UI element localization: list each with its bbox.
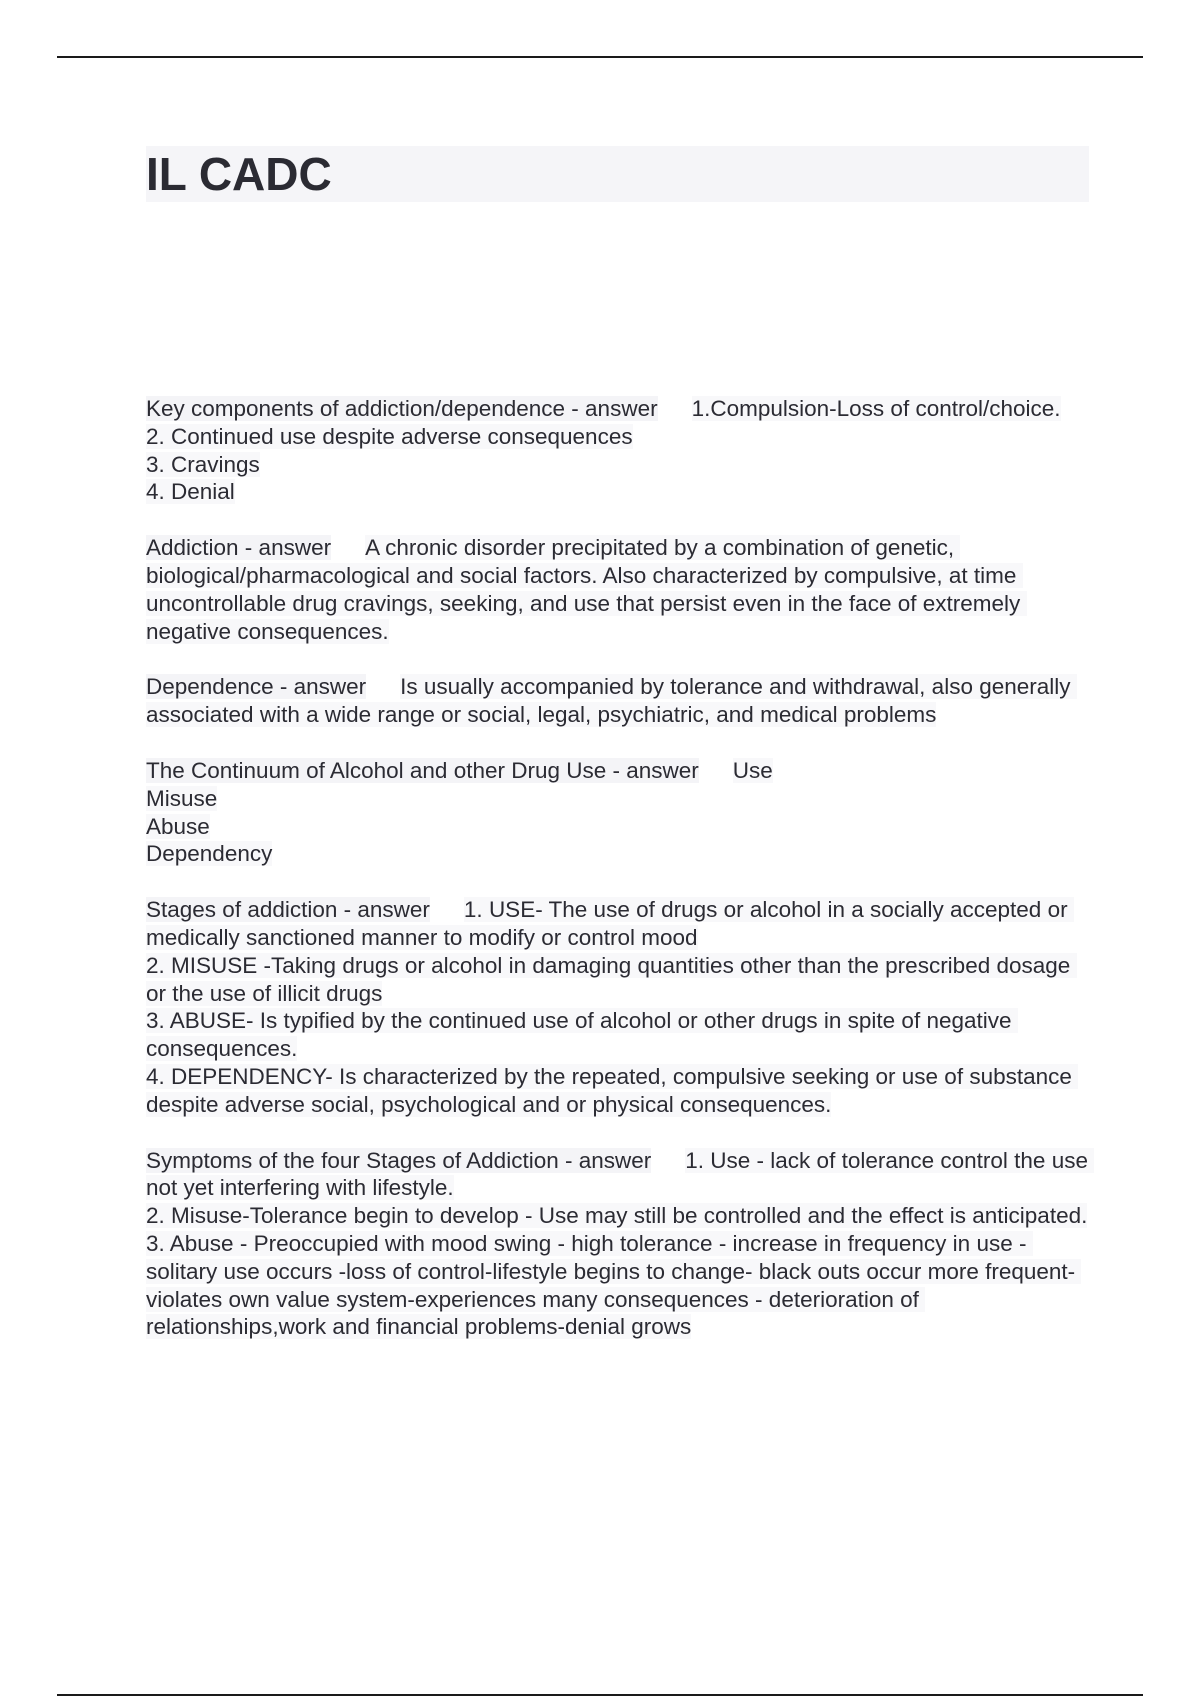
flashcard-list xyxy=(146,395,1094,1369)
flashcard-question: Key components of addiction/dependence - answer xyxy=(146,396,658,421)
flashcard xyxy=(146,673,1094,729)
bottom-rule xyxy=(57,1694,1143,1696)
flashcard-answer: Use Misuse Abuse Dependency xyxy=(146,757,773,867)
flashcard-answer: Is usually accompanied by tolerance and withdrawal, also generally associated with a wide range or social, legal, psychiatric, and medical problems xyxy=(146,674,1077,728)
flashcard-answer: 1.Compulsion-Loss of control/choice. 2. Continued use despite adverse consequences 3. Cravings 4. Denial xyxy=(146,396,1061,505)
flashcard-answer: 1. USE- The use of drugs or alcohol in a socially accepted or medically sanctioned manner to modify or control mood 2. MISUSE -Taking drugs or alcohol in damaging quantities other than the prescribed dosage or the use of illicit drugs 3. ABUSE- Is typified by the continued use of alcohol or other drugs in spite of negative consequences. 4. DEPENDENCY- Is characterized by the repeated, compulsive seeking or use of substance despite adverse social, psychological and or physical consequences. xyxy=(146,897,1078,1117)
flashcard-question: Addiction - answer xyxy=(146,535,332,561)
flashcard xyxy=(146,896,1094,1118)
flashcard xyxy=(146,757,1094,868)
flashcard xyxy=(146,1147,1094,1342)
document-title: IL CADC xyxy=(146,148,332,200)
flashcard xyxy=(146,534,1094,645)
flashcard-question: Symptoms of the four Stages of Addiction - answer xyxy=(146,1147,652,1173)
flashcard xyxy=(146,395,1094,506)
flashcard-question: Dependence - answer xyxy=(146,674,367,700)
flashcard-answer: A chronic disorder precipitated by a combination of genetic, biological/pharmacological and social factors. Also characterized by compulsive, at time uncontrollable drug cravings, seeking, and use that persist even in the face of extremely negative consequences. xyxy=(146,535,1027,644)
top-rule xyxy=(57,56,1143,58)
flashcard-answer: 1. Use - lack of tolerance control the use not yet interfering with lifestyle. 2. Misuse-Tolerance begin to develop - Use may still be controlled and the effect is anticipated. 3. Abuse - Preoccupied with mood swing - high tolerance - increase in frequency in use - solitary use occurs -loss of control-lifestyle begins to change- black outs occur more frequent- violates own value system-experiences many consequences - deterioration of relationships,work and financial problems-denial grows xyxy=(146,1148,1094,1340)
flashcard-question: The Continuum of Alcohol and other Drug Use - answer xyxy=(146,757,699,783)
flashcard-question: Stages of addiction - answer xyxy=(146,897,430,923)
